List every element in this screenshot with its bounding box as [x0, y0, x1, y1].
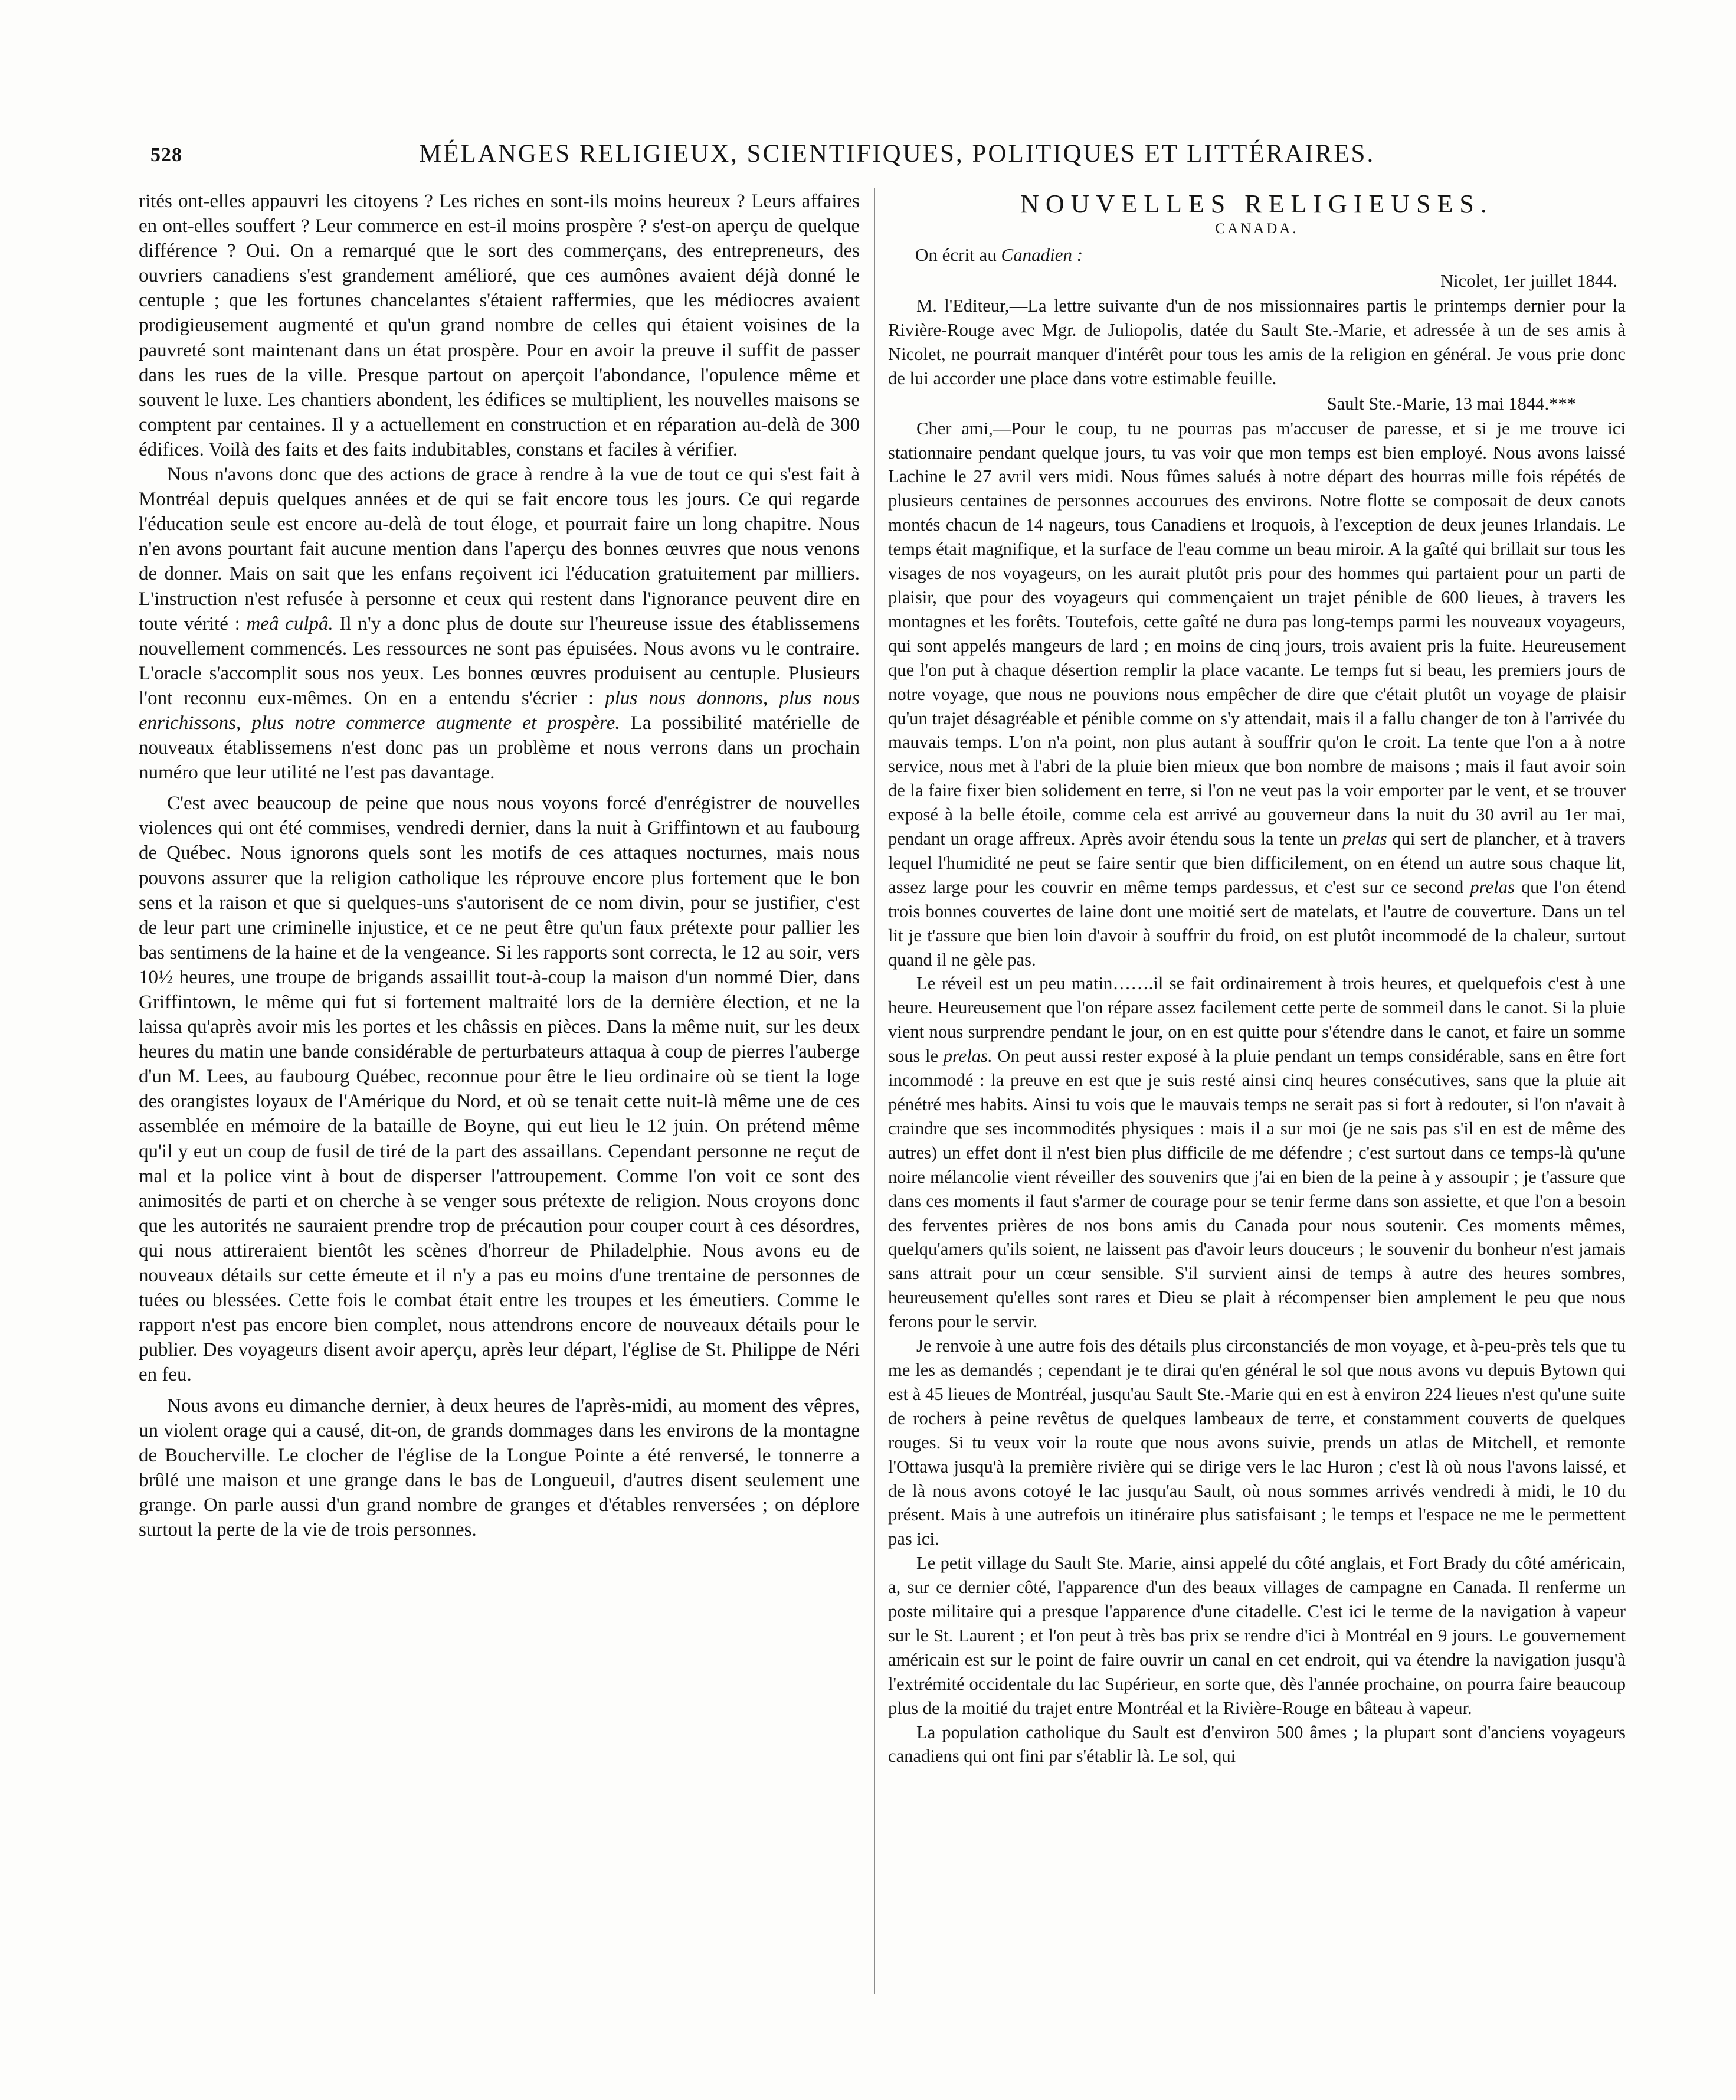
left-paragraph-3: C'est avec beaucoup de peine que nous nous voyons forcé d'enrégistrer de nouvelles violences qui ont été commises, vendredi dernier, dans la nuit à Griffintown et au faubourg de Québec. Nous ignorons quels sont les motifs de ces attaques nocturnes, mais nous pouvons assurer que la religion catholique les réprouve encore plus fortement que le bon sens et la raison et que si quelques-uns s'autorisent de ce nom divin, pour se justifier, c'est de leur part une criminelle injustice, et ce ne peut être qu'un faux prétexte pour pallier les bas sentimens de la haine et de la vengeance. Si les rapports sont correcta, le 12 au soir, vers 10½ heures, une troupe de brigands assaillit tout-à-coup la maison d'un nommé Dier, dans Griffintown, le même qui fut si fortement maltraité lors de la dernière élection, et ne la laissa qu'après avoir mis les portes et les châssis en pièces. Dans la même nuit, sur les deux heures du matin une bande considérable de perturbateurs attaqua à coup de pierres l'auberge d'un M. Lees, au faubourg Québec, reconnue pour être le lieu ordinaire où se tient la loge des orangistes loyaux de l'Amérique du Nord, et où se tenait cette nuit-là même une de ces assemblée en mémoire de la bataille de Boyne, qui eut lieu le 12 juin. On prétend même qu'il y eut un coup de fusil de tiré de la part des assaillans. Cependant personne ne reçut de mal et la police vint à bout de disperser l'attroupement. Comme l'on voit ce sont des animosités de parti et on cherche à se venger sous prétexte de religion. Nous croyons donc que les autorités ne sauraient prendre trop de précaution pour couper court à ces désordres, qui nous attireraient bientôt les scènes d'horreur de Philadelphie. Nous avons eu de nouveaux détails sur cette émeute et il n'y a pas eu moins d'une trentaine de personnes de tuées ou blessées. Cette fois le combat était entre les troupes et les émeutiers. Comme le rapport n'est pas encore bien complet, nous attendrons encore de nouveaux détails pour le publier. Des voyageurs disent avoir aperçu, après leur départ, l'église de St. Philippe de Néri en feu.: [139, 793, 860, 1386]
column-divider: [874, 188, 875, 1994]
left-paragraph-2: Nous n'avons donc que des actions de grace à rendre à la vue de tout ce qui s'est fait à Montréal depuis quelques années et de qui se fait encore tous les jours. Ce qui regarde l'éducation seule est encore au-delà de tout éloge, et pourrait faire un long chapitre. Nous n'en avons pourtant fait aucune mention dans l'aperçu des bonnes œuvres que nous venons de donner. Mais on sait que les enfans reçoivent ici l'éducation gratuitement par milliers. L'instruction n'est refusée à personne et ceux qui restent dans l'ignorance peuvent dire en toute vérité : meâ culpâ. Il n'y a donc plus de doute sur l'heureuse issue des établissemens nouvellement commencés. Les ressources ne sont pas épuisées. Nous avons vu le contraire. L'oracle s'accomplit sous nos yeux. Les bonnes œuvres produisent au centuple. Plusieurs l'ont reconnu eux-mêmes. On en a entendu s'écrier : plus nous donnons, plus nous enrichissons, plus notre commerce augmente et prospère. La possibilité matérielle de nouveaux établissemens n'est donc pas un problème et nous verrons dans un prochain numéro que leur utilité ne l'est pas davantage.: [139, 464, 860, 784]
right-paragraph-6: La population catholique du Sault est d'environ 500 âmes ; la plupart sont d'anciens voyageurs canadiens qui ont fini par s'établir là. Le sol, qui: [888, 1722, 1626, 1767]
latin-phrase: meâ culpâ.: [246, 613, 333, 634]
editor-letter: M. l'Editeur,—La lettre suivante d'un de nos missionnaires partis le printemps dernier pour la Rivière-Rouge avec Mgr. de Juliopolis, datée du Sault Ste.-Marie, et adressée à un de ses amis à Nicolet, ne pourrait manquer d'intérêt pour tous les amis de la religion en général. Je vous prie donc de lui accorder une place dans votre estimable feuille.: [888, 296, 1626, 388]
intro-line: On écrit au Canadien :: [915, 244, 1083, 265]
section-title: NOUVELLES RELIGIEUSES.: [1020, 189, 1493, 218]
running-title: MÉLANGES RELIGIEUX, SCIENTIFIQUES, POLITIQUES ET LITTÉRAIRES.: [419, 140, 1375, 168]
dateline-nicolet: Nicolet, 1er juillet 1844.: [1440, 271, 1617, 291]
left-paragraph-1: rités ont-elles appauvri les citoyens ? Les riches en sont-ils moins heureux ? Leurs affaires en ont-elles souffert ? Leur commerce en est-il moins prospère ? s'est-on aperçu de quelque différence ? Oui. On a remarqué que le sort des commerçans, des entrepreneurs, des ouvriers canadiens s'est grandement amélioré, que ces aumônes avaient déjà donné le centuple ; que les fortunes chancelantes s'étaient raffermies, que les médiocres avaient prodigieusement augmenté et qu'un grand nombre de celles qui étaient voisines de la pauvreté sont maintenant dans un état prospère. Pour en avoir la preuve il suffit de passer dans les rues de la ville. Presque partout on aperçoit l'abondance, l'opulence même et souvent le luxe. Les chantiers abondent, les édifices se multiplient, les nouvelles maisons se comptent par centaines. Il y a actuellement en construction et en réparation au-delà de 300 édifices. Voilà des faits et des faits indubitables, constans et faciles à vérifier.: [139, 191, 860, 460]
ellipsis-mark: ***: [1549, 393, 1576, 414]
right-column: [888, 189, 1626, 1768]
page-header: [150, 139, 1637, 182]
newspaper-name: Canadien :: [1001, 244, 1083, 265]
right-paragraph-4: Je renvoie à une autre fois des détails plus circonstanciés de mon voyage, et à-peu-près tels que tu me les as demandés ; cependant je te dirai qu'en général le sol que nous avons vu depuis Bytown qui est à 45 lieues de Montréal, jusqu'au Sault Ste.-Marie qui en est à environ 224 lieues n'est qu'une suite de rochers à peine revêtus de quelques lambeaux de terre, et constamment couverts de quelques rouges. Si tu veux voir la route que nous avons suivie, prends un atlas de Mitchell, et remonte l'Ottawa jusqu'à la première rivière qui se dirige vers le lac Huron ; c'est là où nous l'avons laissé, et de là nous avons cotoyé le lac jusqu'au Sault, où nous sommes arrivés vendredi à midi, le 10 du présent. Mais à une autrefois un itinéraire plus satisfaisant ; le temps et l'espace ne me le permettent pas ici.: [888, 1336, 1626, 1549]
dateline-sault: *** Sault Ste.-Marie, 13 mai 1844.: [888, 391, 1626, 417]
left-paragraph-4: Nous avons eu dimanche dernier, à deux heures de l'après-midi, au moment des vêpres, un violent orage qui a causé, dit-on, de grands dommages dans les environs de la montagne de Boucherville. Le clocher de l'église de la Longue Pointe a été renversé, le tonnerre a brûlé une maison et une grange dans le bas de Longueuil, d'autres disent seulement une grange. On parle aussi d'un grand nombre de granges et d'étables renversées ; on déplore surtout la perte de la vie de trois personnes.: [139, 1395, 860, 1540]
page-number: 528: [150, 144, 182, 166]
right-paragraph-3: Le réveil est un peu matin…….il se fait ordinairement à trois heures, et quelquefois c'est à une heure. Heureusement que l'on répare assez facilement cette perte de sommeil dans le canot. Si la pluie vient nous surprendre pendant le jour, on en est quitte pour s'étendre dans le canot, et faire un somme sous le prelas. On peut aussi rester exposé à la pluie pendant un temps considérable, sans en être fort incommodé : la preuve en est que je suis resté ainsi cinq heures consécutives, sans que la pluie ait pénétré mes habits. Ainsi tu vois que le mauvais temps ne serait pas si fort à redouter, si l'on n'avait à craindre que ses incommodités physiques : mais il a sur moi (je ne sais pas s'il en est de même des autres) un effet dont il n'est bien plus difficile de me défendre ; c'est surtout dans ce temps-là qu'une noire mélancolie vient réveiller des souvenirs que j'ai en bien de la peine à y assoupir ; je t'assure que dans ces moments il faut s'armer de courage pour se tenir ferme dans son assiette, et que l'on a besoin des ferventes prières de nos bons amis du Canada pour nous soutenir. Ces moments mêmes, quelqu'amers qu'ils soient, ne laissent pas d'avoir leurs douceurs ; le souvenir du bonheur n'est jamais sans attrait pour un cœur sensible. S'il survient ainsi de temps à autre des heures sombres, heureusement qu'elles sont rares et Dieu se plait à récompenser bien amplement le peu que nous ferons pour le servir.: [888, 973, 1626, 1332]
right-paragraph-2: Cher ami,—Pour le coup, tu ne pourras pas m'accuser de paresse, et si je me trouve ici stationnaire pendant quelque jours, tu vas voir que mon temps est bien employé. Nous avons laissé Lachine le 27 avril vers midi. Nous fûmes salués à notre départ des hourras mille fois répétés de plusieurs centaines de personnes accourues des environs. Notre flotte se composait de deux canots montés chacun de 14 nageurs, tous Canadiens et Iroquois, à l'exception de deux jeunes Irlandais. Le temps était magnifique, et la surface de l'eau comme un beau miroir. A la gaîté qui brillait sur tous les visages de nos voyageurs, on les aurait plutôt pris pour des hommes qui partaient pour un parti de plaisir, que pour des voyageurs qui commençaient un trajet pénible de 600 lieues, à travers les montagnes et les forêts. Toutefois, cette gaîté ne dura pas long-temps parmi les nouveaux voyageurs, qui sont appelés mangeurs de lard ; en moins de cinq jours, trois avaient pris la fuite. Heureusement que l'on put à chaque désertion remplir la place vacante. Le temps fut si beau, les premiers jours de notre voyage, que nous ne pouvions nous empêcher de dire que c'était plutôt un voyage de plaisir qu'un trajet désagréable et pénible comme on s'y attendait, mais il a fallu changer de ton à l'arrivée du mauvais temps. L'on n'a point, non plus autant à souffrir qu'on le croit. La tente que l'on a à notre service, nous met à l'abri de la pluie bien mieux que bon nombre de maisons ; mais il faut avoir soin de la faire fixer bien solidement en terre, si l'on ne veut pas la voir emporter par le vent, et se trouver exposé à la belle étoile, comme cela est arrivé au gouverneur dans la nuit du 30 avril au 1er mai, pendant un orage affreux. Après avoir étendu sous la tente un prelas qui sert de plancher, et à travers lequel l'humidité ne peut se faire sentir que bien difficilement, on en étend un autre sous chaque lit, assez large pour les couvrir en même temps pardessus, et c'est sur ce second prelas que l'on étend trois bonnes couvertes de laine dont une moitié sert de matelats, et l'autre de couverture. Dans un tel lit je t'assure que bien loin d'avoir à souffrir du froid, on est plutôt incommodé de la chaleur, surtout quand il ne gèle pas.: [888, 418, 1626, 970]
section-subtitle: CANADA.: [1215, 221, 1299, 237]
right-paragraph-5: Le petit village du Sault Ste. Marie, ainsi appelé du côté anglais, et Fort Brady du côté américain, a, sur ce dernier côté, l'apparence d'un des beaux villages de campagne en Canada. Il renferme un poste militaire qui a presque l'apparence d'une citadelle. C'est ici le terme de la navigation à vapeur sur le St. Laurent ; et l'on peut à très bas prix se rendre d'ici à Montréal en 9 jours. Le gouvernement américain est sur le point de faire ouvrir un canal en cet endroit, qui va étendre la navigation jusqu'à l'extrémité occidentale du lac Supérieur, en sorte que, dès l'année prochaine, on pourra faire beaucoup plus de la moitié du trajet entre Montréal et la Rivière-Rouge en bâteau à vapeur.: [888, 1553, 1626, 1718]
left-column: [139, 189, 860, 1542]
quoted-exclamation: plus nous donnons, plus nous enrichissons, plus notre commerce augmente et prospère.: [139, 687, 860, 734]
